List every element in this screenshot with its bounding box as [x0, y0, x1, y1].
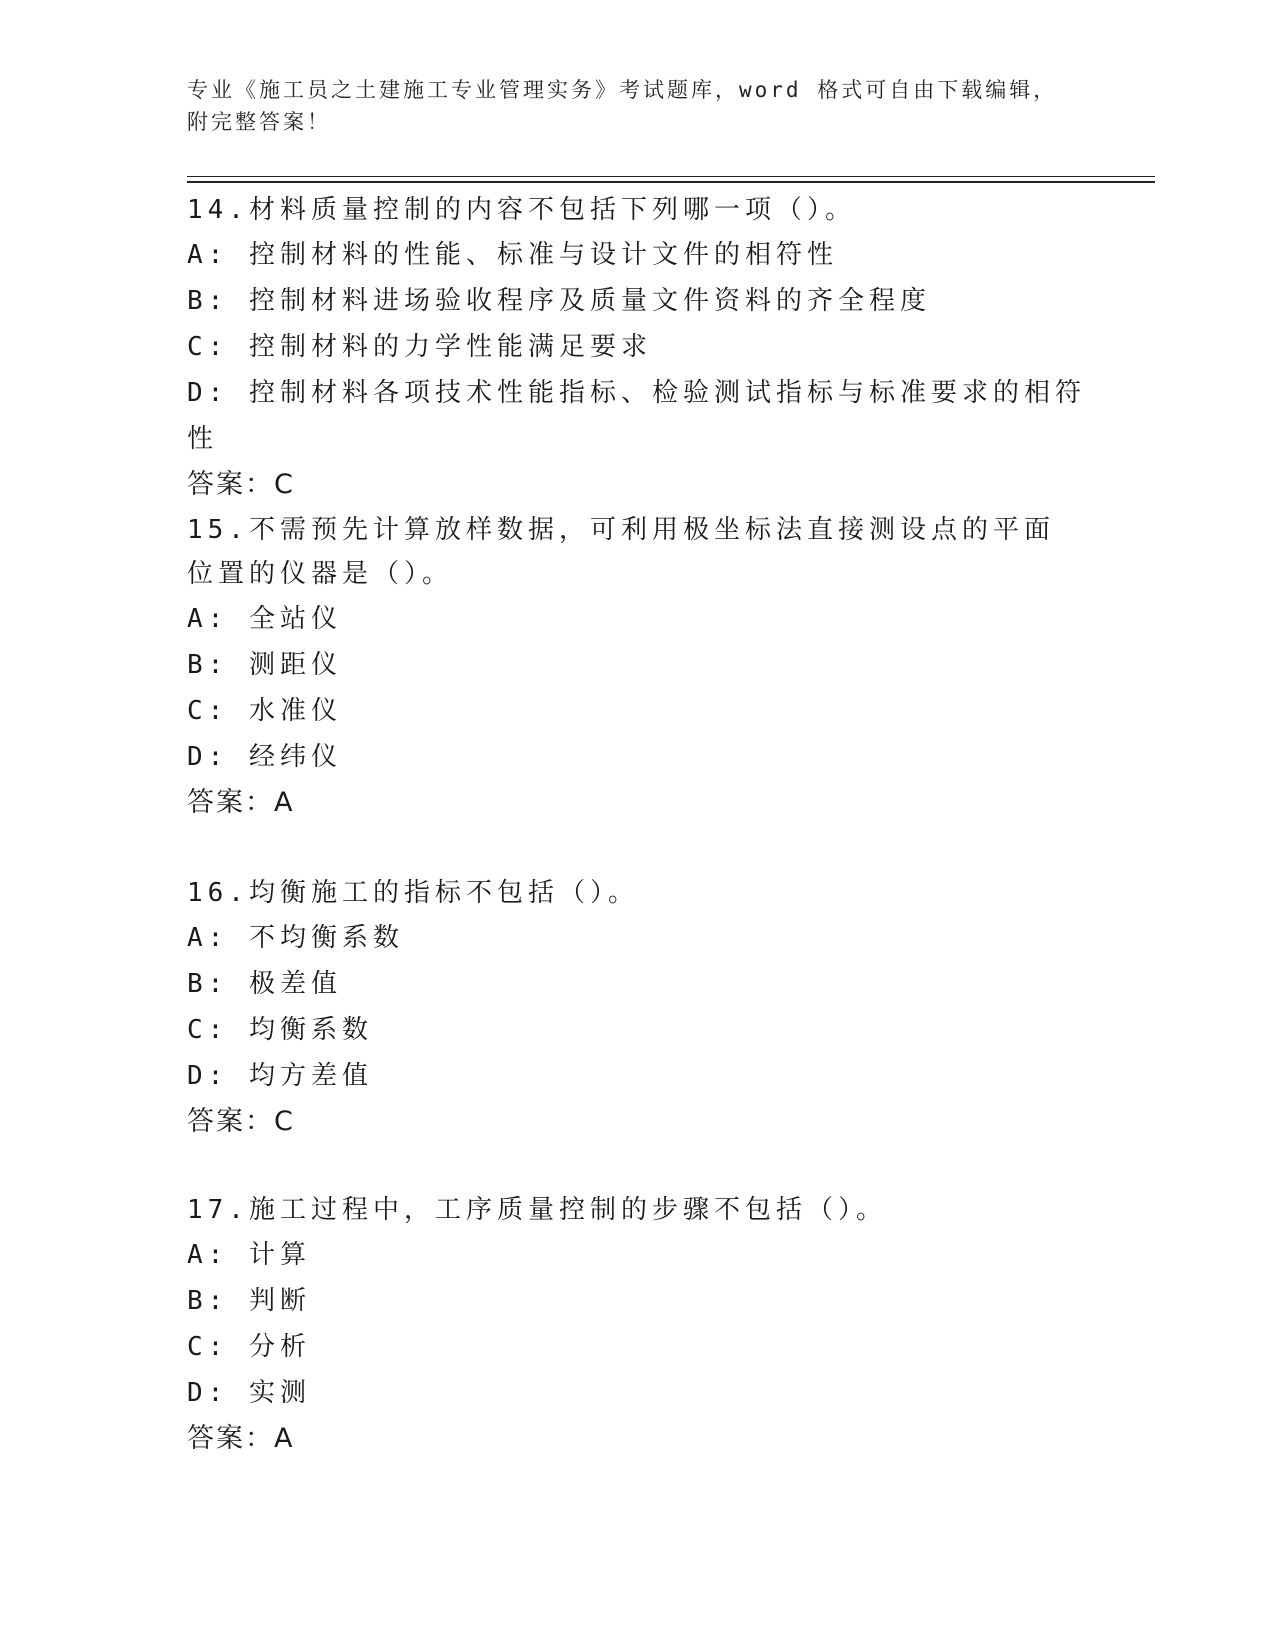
question-17: [187, 1188, 1087, 1462]
question-stem: 14.材料质量控制的内容不包括下列哪一项（）。: [187, 195, 856, 225]
option-d: D: 实测: [187, 1378, 311, 1408]
document-header: [187, 74, 1087, 138]
question-14: [187, 188, 1087, 508]
question-16: [187, 871, 1087, 1145]
option-b: B: 极差值: [187, 969, 342, 999]
option-c: C: 水准仪: [187, 696, 342, 726]
option-a: A: 控制材料的性能、标准与设计文件的相符性: [187, 240, 838, 270]
option-c: C: 控制材料的力学性能满足要求: [187, 332, 652, 362]
header-divider-thin: [187, 176, 1155, 177]
option-a: A: 计算: [187, 1240, 311, 1270]
option-b: B: 控制材料进场验收程序及质量文件资料的齐全程度: [187, 286, 931, 316]
question-stem: 15.不需预先计算放样数据，可利用极坐标法直接测设点的平面位置的仪器是（）。: [187, 515, 1055, 589]
question-stem: 16.均衡施工的指标不包括（）。: [187, 878, 639, 908]
option-c: C: 分析: [187, 1332, 311, 1362]
option-d: D: 经纬仪: [187, 742, 342, 772]
option-d: D: 控制材料各项技术性能指标、检验测试指标与标准要求的相符性: [187, 378, 1086, 454]
header-line-2: 附完整答案！: [187, 110, 331, 134]
option-d: D: 均方差值: [187, 1061, 373, 1091]
question-stem: 17.施工过程中，工序质量控制的步骤不包括（）。: [187, 1195, 887, 1225]
header-line-1: 专业《施工员之土建施工专业管理实务》考试题库，word 格式可自由下载编辑，: [187, 78, 1058, 102]
option-c: C: 均衡系数: [187, 1015, 373, 1045]
answer-line: 答案：A: [187, 787, 295, 818]
answer-line: 答案：C: [187, 469, 295, 500]
option-a: A: 全站仪: [187, 604, 342, 634]
option-b: B: 测距仪: [187, 650, 342, 680]
option-b: B: 判断: [187, 1286, 311, 1316]
option-a: A: 不均衡系数: [187, 923, 404, 953]
question-15: [187, 508, 1057, 826]
answer-line: 答案：A: [187, 1423, 295, 1454]
header-divider-thick: [187, 181, 1155, 183]
answer-line: 答案：C: [187, 1106, 295, 1137]
